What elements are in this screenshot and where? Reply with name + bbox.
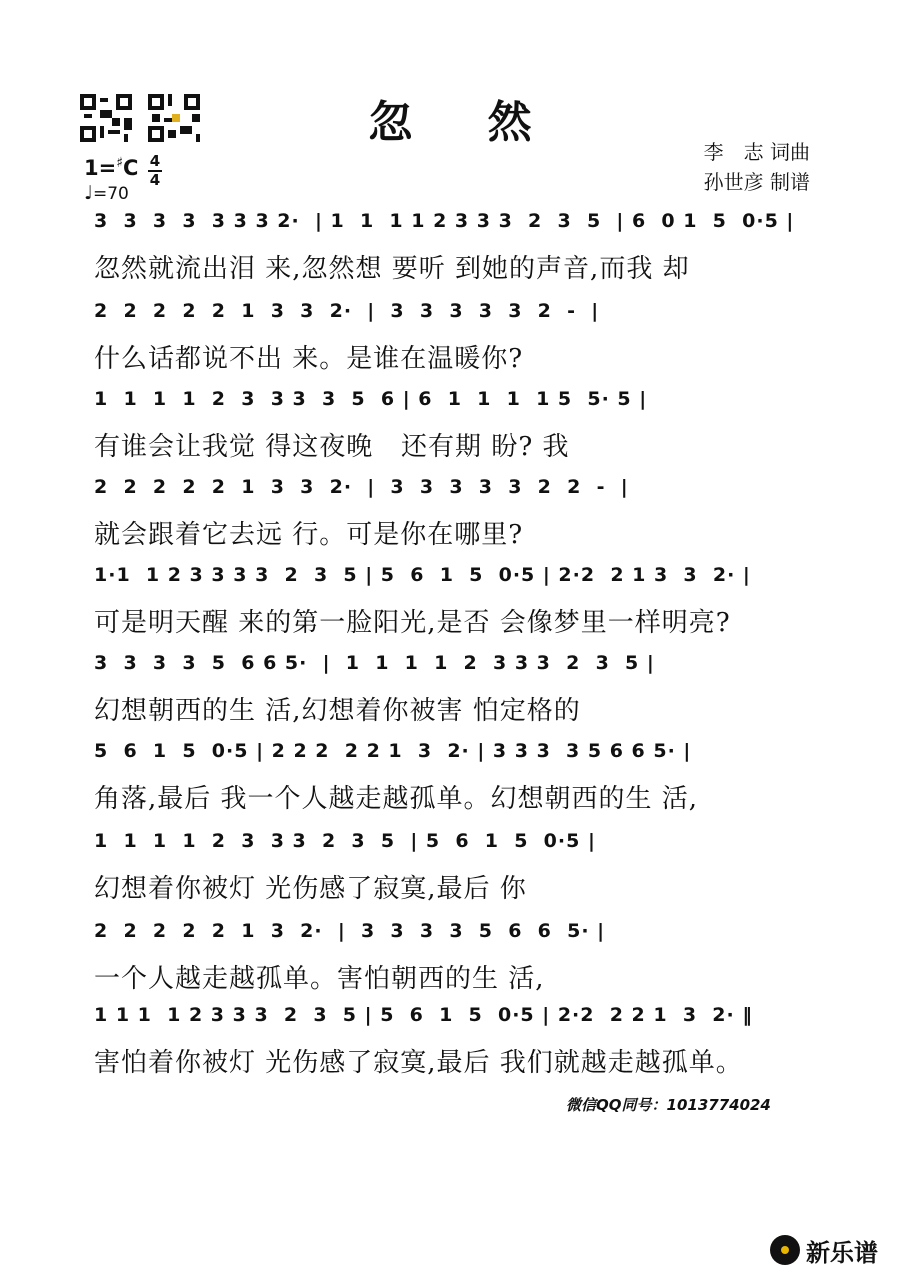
score-row xyxy=(94,1004,816,1079)
lyrics-line: 有谁会让我觉 得这夜晚 还有期 盼? 我 xyxy=(94,432,570,462)
notation-line: 2 2 2 2 2 1 3 3 2· | 3 3 3 3 3 2 - | xyxy=(94,300,600,322)
key-note: C xyxy=(123,156,139,180)
wechat-contact: 微信QQ同号：1013774024 xyxy=(566,1096,771,1114)
notation-line: 1 1 1 1 2 3 3 3 2 3 5 | 5 6 1 5 0·5 | xyxy=(94,830,596,852)
lyrics-line: 幻想着你被灯 光伤感了寂寞,最后 你 xyxy=(94,874,527,904)
site-logo xyxy=(770,1232,878,1268)
notation-line: 3 3 3 3 5 6 6 5· | 1 1 1 1 2 3 3 3 2 3 5 | xyxy=(94,652,655,674)
logo-text: 新乐谱 xyxy=(806,1238,878,1267)
tempo-value: =70 xyxy=(92,184,129,204)
notation-line: 1 1 1 1 2 3 3 3 3 5 6 | 6 1 1 1 1 5 5· 5 | xyxy=(94,388,648,410)
lyrics-line: 角落,最后 我一个人越走越孤单。幻想朝西的生 活, xyxy=(94,784,699,814)
score-row xyxy=(94,388,816,463)
lyrics-line: 害怕着你被灯 光伤感了寂寞,最后 我们就越走越孤单。 xyxy=(94,1048,743,1078)
sharp-symbol: ♯ xyxy=(116,155,123,171)
lyrics-line: 幻想朝西的生 活,幻想着你被害 怕定格的 xyxy=(94,696,581,726)
lyrics-line: 可是明天醒 来的第一脸阳光,是否 会像梦里一样明亮? xyxy=(94,608,731,638)
lyrics-line: 忽然就流出泪 来,忽然想 要听 到她的声音,而我 却 xyxy=(94,254,690,284)
time-signature xyxy=(148,154,162,188)
score-row xyxy=(94,210,816,285)
arranger-credit: 孙世彦 制谱 xyxy=(703,170,810,194)
lyrics-line: 什么话都说不出 来。是谁在温暖你? xyxy=(94,344,524,374)
score-row xyxy=(94,830,816,905)
notation-line: 1 1 1 1 2 3 3 3 2 3 5 | 5 6 1 5 0·5 | 2·2 2 2 1 3 2· ‖ xyxy=(94,1004,753,1026)
notation-line: 1·1 1 2 3 3 3 3 2 3 5 | 5 6 1 5 0·5 | 2·2 2 1 3 3 2· | xyxy=(94,564,751,586)
notation-line: 3 3 3 3 3 3 3 2· | 1 1 1 1 2 3 3 3 2 3 5 | 6 0 1 5 0·5 | xyxy=(94,210,795,232)
song-title: 忽 然 xyxy=(368,97,562,148)
lyrics-line: 就会跟着它去远 行。可是你在哪里? xyxy=(94,520,524,550)
score-row xyxy=(94,740,816,815)
quarter-note-icon: ♩ xyxy=(84,182,93,204)
time-signature-top: 4 xyxy=(149,152,161,170)
score-row xyxy=(94,476,816,551)
key-prefix: 1= xyxy=(84,156,117,180)
notation-line: 2 2 2 2 2 1 3 3 2· | 3 3 3 3 3 2 2 - | xyxy=(94,476,629,498)
notation-line: 5 6 1 5 0·5 | 2 2 2 2 2 1 3 2· | 3 3 3 3 5 6 6 5· | xyxy=(94,740,692,762)
score-row xyxy=(94,920,816,995)
lyricist-composer-credit: 李 志 词曲 xyxy=(703,140,810,164)
key-signature xyxy=(84,155,138,180)
lyrics-line: 一个人越走越孤单。害怕朝西的生 活, xyxy=(94,964,545,994)
score-row xyxy=(94,300,816,375)
vinyl-disc-icon xyxy=(770,1235,800,1265)
score-row xyxy=(94,564,816,639)
time-signature-bottom: 4 xyxy=(149,171,161,189)
tempo-marking xyxy=(84,182,129,204)
notation-line: 2 2 2 2 2 1 3 2· | 3 3 3 3 5 6 6 5· | xyxy=(94,920,606,942)
score-row xyxy=(94,652,816,727)
